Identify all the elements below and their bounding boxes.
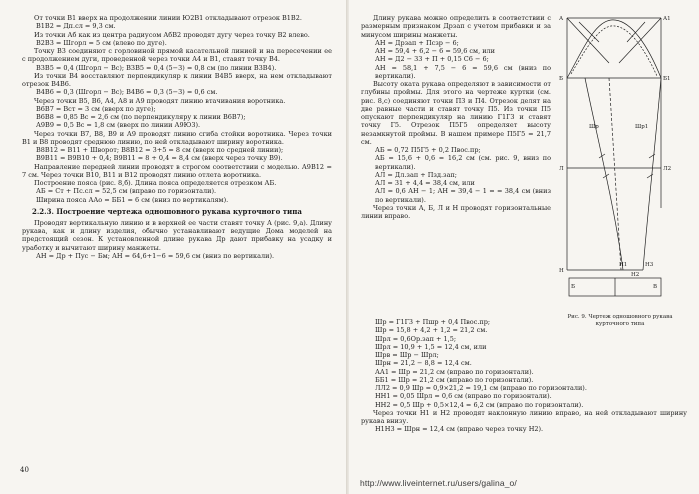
text-paragraph: В3В5 = 0,4 (Шгорл − Вс); В3В5 = 0,4 (5−3) = 0,8 см (по линии В3В4).	[36, 63, 277, 72]
text-paragraph: Из точки В4 восставляют перпендикуляр к линии В4В5 вверх, на нем откладывают отрезок В4В6.	[22, 71, 332, 88]
svg-text:Шр: Шр	[589, 124, 599, 130]
text-paragraph: АН = Дрзап + Псзр − 6;	[375, 38, 459, 47]
svg-text:Н2: Н2	[631, 272, 640, 278]
section-heading: 2.2.3. Построение чертежа одношовного рукава курточного типа	[32, 206, 302, 216]
sleeve-draft-drawing	[549, 8, 684, 318]
text-paragraph: ЛЛ2 = 0,9 Шр = 0,9×21,2 = 19,1 см (вправо по горизонтали).	[375, 384, 587, 392]
text-paragraph: Н1Н3 = Шрн = 12,4 см (вправо через точку Н2).	[375, 425, 544, 434]
svg-text:Б: Б	[559, 76, 564, 82]
page-number: 40	[20, 466, 29, 474]
text-paragraph: Шрв = Шр − Шрл;	[375, 351, 439, 359]
text-paragraph: Шрл = 0,6Ор.зап + 1,5;	[375, 334, 457, 343]
right-page-text	[361, 14, 551, 220]
sleeve-draft-figure	[549, 8, 684, 318]
svg-text:Н: Н	[559, 268, 564, 274]
text-paragraph: В9В11 = В9В10 + 0,4; В9В11 = 8 + 0,4 = 8,4 см (вверх через точку В9).	[36, 154, 283, 163]
text-paragraph: Построение пояса (рис. 8,б). Длина пояса определяется отрезком АБ.	[34, 179, 277, 187]
text-paragraph: АБ = Ст + Пс.сл = 52,5 см (вправо по горизонтали).	[36, 187, 217, 196]
svg-text:А: А	[559, 16, 564, 22]
text-paragraph: Через точки А, Б, Л и Н проводят горизонтальные линии вправо.	[361, 203, 551, 220]
svg-text:Б1: Б1	[663, 76, 671, 82]
text-paragraph: Из точки Аб как из центра радиусом АбВ2 проводят дугу через точку В2 влево.	[34, 30, 310, 39]
svg-text:Л: Л	[559, 166, 564, 172]
svg-text:Шр1: Шр1	[635, 124, 649, 130]
text-paragraph: От точки В1 вверх на продолжении линии Ю2В1 откладывают отрезок В1В2.	[34, 14, 302, 22]
svg-text:Н1: Н1	[619, 262, 628, 268]
text-paragraph: В6В8 = 0,85 Вс = 2,6 см (по перпендикуляру к линии В6В7);	[36, 113, 246, 121]
text-paragraph: АЛ = Дл.зап + Пзд.зап;	[375, 170, 457, 179]
text-paragraph: Шр = 15,8 + 4,2 + 1,2 = 21,2 см.	[375, 326, 488, 335]
text-paragraph: АН = 59,4 + 6,2 − 6 = 59,6 см, или	[375, 47, 496, 55]
text-paragraph: АА1 = Шр = 21,2 см (вправо по горизонтали).	[375, 367, 534, 376]
text-paragraph: Длину рукава можно определить в соответствии с размерным признаком Дрзап с учетом прибавки и за минусом ширины манжеты.	[361, 14, 551, 39]
right-page-text-lower	[361, 318, 687, 434]
text-paragraph: Направление передней линии проводят в строгом соответствии с моделью. А9В12 = 7 см. Через точки В10, В11 и В12 проводят линию отлета воротника.	[22, 162, 332, 179]
text-paragraph: Через точки В7, В8, В9 и А9 проводят линию сгиба стойки воротника. Через точки В1 и В8 проводят среднюю линию, по ней откладывают ширину воротника.	[22, 129, 332, 146]
text-paragraph: В8В12 = В11 + Шворот; В8В12 = 3+5 = 8 см (вверх по средней линии);	[36, 146, 284, 154]
text-paragraph: ББ1 = Шр = 21,2 см (вправо по горизонтали).	[375, 375, 534, 384]
text-paragraph: НН2 = 0,5 Шр + 0,5×12,4 = 6,2 см (вправо по горизонтали).	[375, 400, 584, 409]
text-paragraph: В1В2 = Дп.сл = 9,3 см.	[36, 22, 116, 31]
text-paragraph: Шр = Г1Г3 + Пшр + 0,4 Пвос.пр;	[375, 318, 491, 326]
text-paragraph: АН = 58,1 + 7,5 − 6 = 59,6 см (вниз по вертикали).	[375, 63, 551, 80]
text-paragraph: А9В9 = 0,5 Вс = 1,8 см (вверх по линии А9Ю3).	[36, 121, 201, 130]
text-paragraph: Точку В3 соединяют с горловиной прямой касательной линией и на пересечении ее с продолжением дуги, проведенной через точки А4 и В1, ставят точку В4.	[22, 47, 332, 64]
right-page	[349, 0, 699, 494]
svg-text:Н3: Н3	[645, 262, 654, 268]
text-paragraph: Высоту оката рукава определяют в зависимости от глубины проймы. Для этого на чертеже куртки (см. рис. 8,с) соединяют точки П3 и П4. Отрезок делят на две равные части и ставят точку П5. Из точки П5 опускают перпендикуляр на линию Г1Г3 и ставят точку Г5. Отрезок П5Г5 определяет высоту незамкнутой проймы. В нашем примере П5Г5 = 21,7 см.	[361, 80, 551, 146]
text-paragraph: В6В7 = Вст = 3 см (вверх по дуге);	[36, 104, 156, 113]
figure-caption: Рис. 9. Чертеж одношовного рукава курточного типа	[567, 314, 673, 327]
svg-text:Б: Б	[571, 284, 576, 290]
svg-text:Л2: Л2	[663, 166, 672, 172]
text-paragraph: Через точки В5, В6, А4, А8 и А9 проводят линию втачивания воротника.	[34, 96, 286, 105]
text-paragraph: АЛ = 31 + 4,4 = 38,4 см, или	[375, 179, 475, 187]
source-watermark: http://www.liveinternet.ru/users/galina_o/	[360, 478, 517, 488]
svg-text:В: В	[653, 284, 658, 290]
text-paragraph: В4В6 = 0,3 (Шгорл − Вс); В4В6 = 0,3 (5−3) = 0,6 см.	[36, 88, 218, 97]
svg-text:А1: А1	[663, 16, 671, 22]
text-paragraph: Ширина пояса ААо = ББ1 = 6 см (вниз по вертикалям).	[36, 195, 229, 204]
text-paragraph: АЛ = 0,6 АН − 1; АН = 39,4 − 1 = = 38,4 см (вниз по вертикали).	[375, 187, 551, 204]
text-paragraph: Шрл = 10,9 + 1,5 = 12,4 см, или	[375, 342, 487, 351]
text-paragraph: В2В3 = Шгорл = 5 см (влево по дуге).	[36, 38, 167, 47]
left-page	[0, 0, 348, 494]
text-paragraph: НН1 = 0,05 Шрл = 0,6 см (вправо по горизонтали).	[375, 392, 552, 401]
text-paragraph: Проводят вертикальную линию и в верхней ее части ставят точку А (рис. 9,а). Длину рукава, как и длину изделия, обычно устанавливают ведущие Дома моделей на предстоящий сезон. К установленной длине рукава Др дают прибавку на усадку и уработку и вычитают ширину манжеты.	[22, 218, 332, 252]
text-paragraph: АБ = 15,6 + 0,6 = 16,2 см (см. рис. 9, вниз по вертикали).	[375, 154, 551, 171]
text-paragraph: АН = Др + Пус − Бм; АН = 64,6+1−6 = 59,6 см (вниз по вертикали).	[36, 251, 275, 260]
text-paragraph: Через точки Н1 и Н2 проводят наклонную линию вправо, на ней откладывают ширину рукава внизу.	[361, 408, 687, 425]
text-paragraph: АН = Д2 − 33 + П + 0,15 С6 − 6;	[375, 55, 489, 64]
left-page-text	[22, 14, 332, 260]
text-paragraph: Шрн = 21,2 − 8,8 = 12,4 см.	[375, 359, 472, 368]
text-paragraph: АБ = 0,72 П5Г5 + 0,2 Пвос.пр;	[375, 146, 481, 154]
